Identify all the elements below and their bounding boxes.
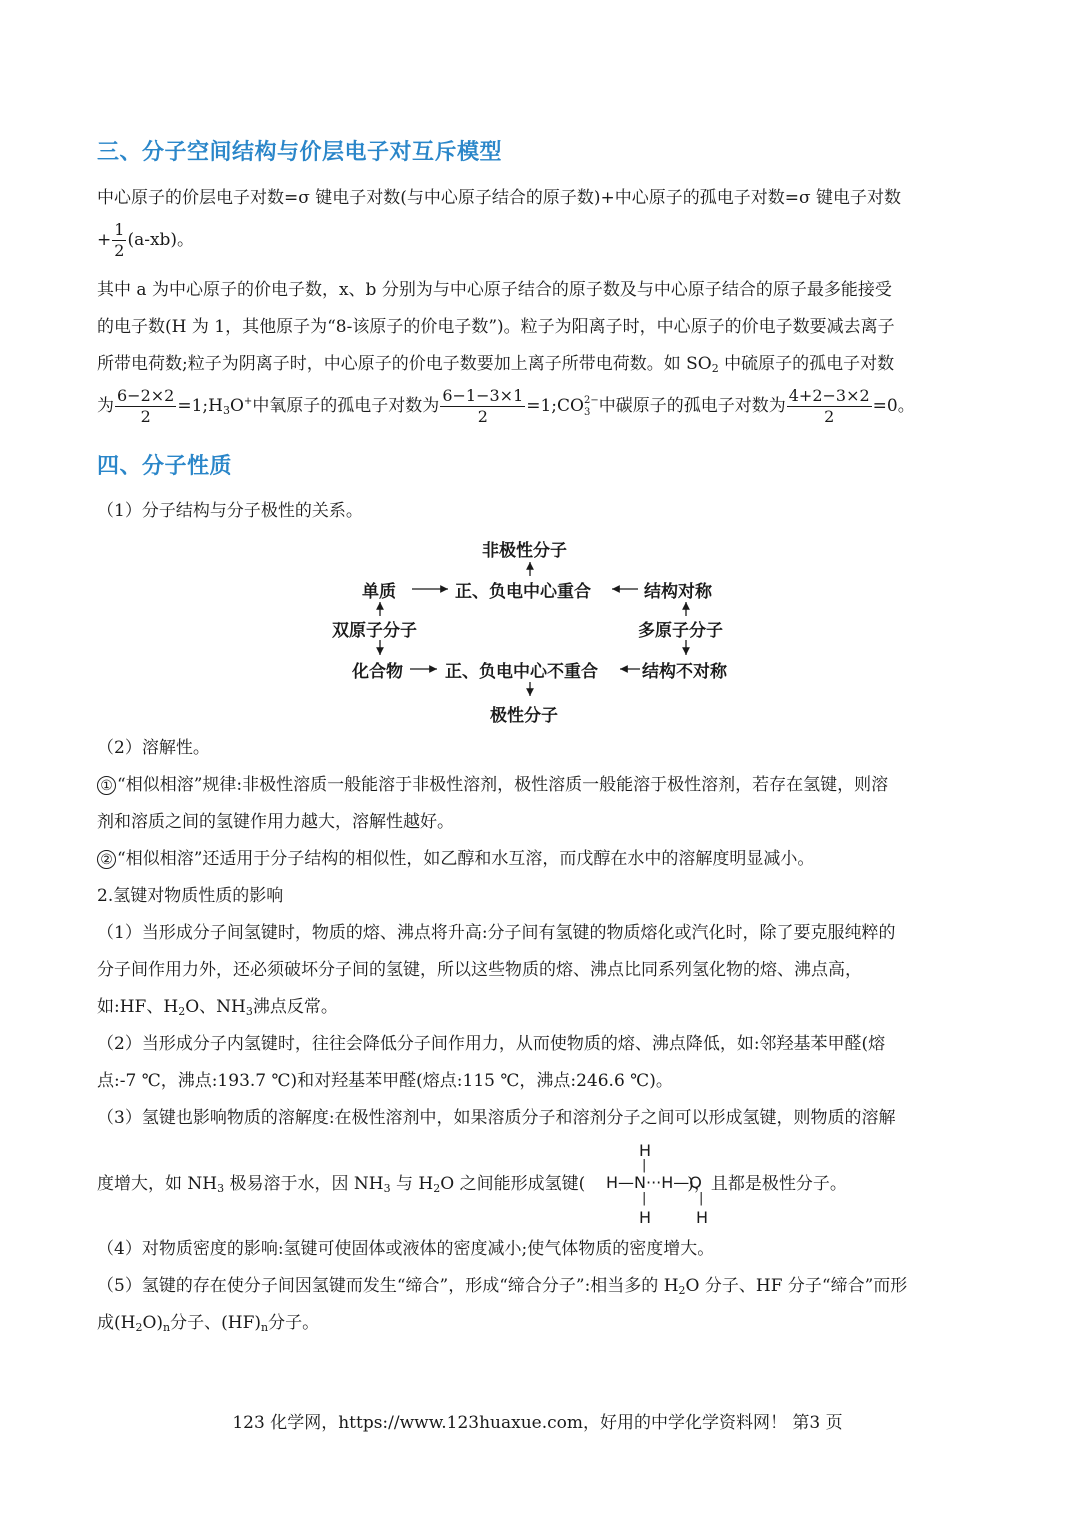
text-span: O、NH	[185, 997, 246, 1017]
text-span: =1;CO	[526, 396, 584, 416]
atom-h: H	[639, 1141, 652, 1160]
paragraph-line: 的电子数(H 为 1，其他原子为“8-该原子的价电子数”)。粒子为阳离子时，中心原子的价电子数要减去离子	[97, 317, 895, 337]
fraction-numerator: 6−1−3×1	[442, 386, 524, 405]
circled-number: ①	[97, 776, 116, 795]
paragraph-line	[97, 1311, 319, 1340]
subscript: 2	[135, 1321, 143, 1334]
subscript: 3	[583, 406, 591, 418]
superscript: 2−	[583, 394, 599, 406]
examples-line	[97, 386, 915, 427]
subscript: n	[261, 1321, 269, 1334]
node-polar-molecule: 极性分子	[490, 706, 558, 726]
fraction-so2	[115, 386, 176, 427]
subscript: 2	[678, 1284, 686, 1297]
hbond-chain: H—N···H—O	[606, 1173, 702, 1192]
paragraph-line	[97, 352, 894, 381]
paragraph-line	[97, 1172, 847, 1201]
bond-vertical: |	[642, 1158, 647, 1173]
paragraph-line: 分子间作用力外，还必须破坏分子间的氢键，所以这些物质的熔、沸点比同系列氢化物的熔、沸点高，	[97, 960, 862, 980]
paragraph-line: （3）氢键也影响物质的溶解度:在极性溶剂中，如果溶质分子和溶剂分子之间可以形成氢键，则物质的溶解	[97, 1108, 896, 1128]
paragraph-line: （4）对物质密度的影响:氢键可使固体或液体的密度减小;使气体物质的密度增大。	[97, 1239, 715, 1259]
rule-line	[97, 847, 814, 871]
text-span: 中碳原子的孤电子对数为	[598, 396, 786, 416]
subscript: 3	[222, 404, 230, 417]
fraction-co3	[787, 386, 872, 427]
subscript: 3	[245, 1005, 253, 1018]
circled-number: ②	[97, 850, 116, 869]
text-span: （5）氢键的存在使分子间因氢键而发生“缔合”，形成“缔合分子”:相当多的 H	[97, 1276, 679, 1296]
text-span: 度增大，如 NH	[97, 1174, 218, 1194]
node-asymmetric: 结构不对称	[642, 662, 727, 682]
fraction-denominator: 2	[140, 407, 151, 426]
text-span: 分子、(HF)	[170, 1313, 262, 1333]
subsection-label: （1）分子结构与分子极性的关系。	[97, 501, 363, 521]
fraction-denominator: 2	[114, 241, 125, 260]
charge-stack	[584, 395, 599, 419]
text-span: O 之间能形成氢键(	[440, 1174, 586, 1194]
paragraph-line: （1）当形成分子间氢键时，物质的熔、沸点将升高:分子间有氢键的物质熔化或汽化时，除了要克服纯粹的	[97, 923, 896, 943]
fraction-numerator: 4+2−3×2	[788, 386, 870, 405]
bond-vertical: |	[699, 1191, 704, 1206]
page-footer: 123 化学网，https://www.123huaxue.com，好用的中学化学资料网！ 第3 页	[232, 1413, 843, 1433]
text-span: 为	[97, 396, 114, 416]
text-span: =0。	[872, 396, 915, 416]
text-span: 成(H	[97, 1313, 136, 1333]
text-span: 与 H	[390, 1174, 434, 1194]
paragraph-line: （2）当形成分子内氢键时，往往会降低分子间作用力，从而使物质的熔、沸点降低，如:邻羟基苯甲醛(熔	[97, 1034, 886, 1054]
paragraph-line	[97, 995, 338, 1024]
text-span: 中氧原子的孤电子对数为	[252, 396, 440, 416]
paragraph-line: 点:-7 ℃，沸点:193.7 ℃)和对羟基苯甲醛(熔点:115 ℃，沸点:246.6 ℃)。	[97, 1071, 673, 1091]
node-nonpolar-molecule: 非极性分子	[482, 541, 567, 561]
text-span: “相似相溶”还适用于分子结构的相似性，如乙醇和水互溶，而戊醇在水中的溶解度明显减小。	[117, 849, 815, 869]
subscript: 3	[383, 1182, 391, 1195]
fraction-numerator: 6−2×2	[117, 386, 175, 405]
plus-sign: +	[97, 230, 112, 250]
node-symmetric: 结构对称	[644, 582, 712, 602]
text-span: O)	[142, 1313, 164, 1333]
atom-h: H	[639, 1208, 652, 1227]
polarity-diagram	[320, 530, 760, 730]
text-span: O 分子、HF 分子“缔合”而形	[685, 1276, 908, 1296]
node-diatomic: 双原子分子	[332, 621, 417, 641]
subscript: 2	[711, 362, 719, 375]
paragraph-line	[97, 1274, 907, 1303]
formula-line	[97, 220, 194, 261]
fraction-half	[112, 220, 126, 261]
text-span: O	[229, 396, 244, 416]
paragraph-line: 其中 a 为中心原子的价电子数，x、b 分别为与中心原子结合的原子数及与中心原子结合的原子最多能接受	[97, 280, 892, 300]
subsection-heading: 2.氢键对物质性质的影响	[97, 886, 284, 906]
subsection-label: （2）溶解性。	[97, 738, 210, 758]
fraction-denominator: 2	[477, 407, 488, 426]
fraction-h3o	[440, 386, 525, 427]
formula-tail: (a-xb)。	[127, 230, 195, 250]
rule-line	[97, 773, 888, 797]
paragraph-line: 中心原子的价层电子对数=σ 键电子对数(与中心原子结合的原子数)+中心原子的孤电子对数=σ 键电子对数	[97, 188, 902, 208]
section-heading-vsepr: 三、分子空间结构与价层电子对互斥模型	[97, 140, 503, 165]
node-polyatomic: 多原子分子	[638, 621, 723, 641]
text-span: 分子。	[268, 1313, 320, 1333]
section-heading-properties: 四、分子性质	[97, 454, 233, 479]
text-span: 极易溶于水，因 NH	[224, 1174, 384, 1194]
superscript: +	[243, 396, 253, 407]
bond-vertical: |	[642, 1191, 647, 1206]
text-span: 沸点反常。	[252, 997, 338, 1017]
text-span: 中硫原子的孤电子对数	[718, 354, 895, 374]
rule-line: 剂和溶质之间的氢键作用力越大，溶解性越好。	[97, 812, 454, 832]
text-span: )，且都是极性分子。	[687, 1174, 847, 1194]
node-compound: 化合物	[352, 662, 403, 682]
text-span: 如:HF、H	[97, 997, 179, 1017]
fraction-numerator: 1	[114, 220, 125, 239]
node-charge-centers-coincide: 正、负电中心重合	[455, 582, 591, 602]
text-span: =1;H	[177, 396, 223, 416]
subscript: 3	[217, 1182, 225, 1195]
node-charge-centers-not-coincide: 正、负电中心不重合	[445, 662, 598, 682]
subscript: n	[163, 1321, 171, 1334]
node-element: 单质	[362, 582, 396, 602]
subscript: 2	[178, 1005, 186, 1018]
atom-h: H	[696, 1208, 709, 1227]
text-span: 所带电荷数;粒子为阴离子时，中心原子的价电子数要加上离子所带电荷数。如 SO	[97, 354, 712, 374]
fraction-denominator: 2	[824, 407, 835, 426]
subscript: 2	[433, 1182, 441, 1195]
text-span: “相似相溶”规律:非极性溶质一般能溶于非极性溶剂，极性溶质一般能溶于极性溶剂，若存在氢键，则溶	[117, 775, 889, 795]
